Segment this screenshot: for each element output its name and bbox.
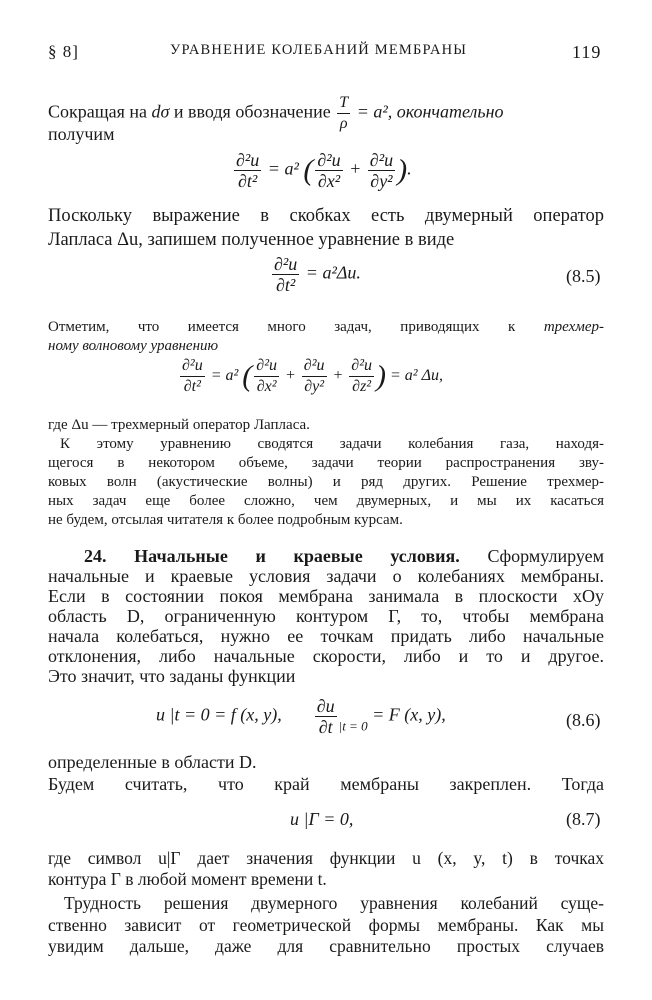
eq1-end: .: [407, 158, 412, 179]
page-number: 119: [572, 42, 602, 62]
eq2-lhs-den: ∂t²: [276, 275, 296, 295]
eq3-t2-num: ∂²u: [302, 356, 327, 377]
eq3-t2-den: ∂y²: [304, 378, 325, 395]
p4-line2: К этому уравнению сводятся задачи колебания газа, находя-: [60, 436, 604, 452]
eq1-lhs-den: ∂t²: [238, 171, 258, 191]
s24-line5: начала колебаться, нужно ее точкам придать либо начальные: [48, 626, 604, 646]
eq1-term1: [315, 150, 342, 191]
eq2-number: (8.5): [566, 266, 601, 286]
p1-line2: получим: [48, 124, 115, 144]
running-title: УРАВНЕНИЕ КОЛЕБАНИЙ МЕМБРАНЫ: [170, 42, 468, 58]
s24-line6: отклонения, либо начальные скорости, либо и то и другое.: [48, 646, 604, 666]
eq3-lhs-num: ∂²u: [180, 356, 205, 377]
eq2-lhs-num: ∂²u: [274, 254, 298, 274]
p3-line2: ному волновому уравнению: [48, 338, 219, 354]
section-marker: § 8]: [48, 42, 79, 61]
p1-dsigma: dσ: [151, 101, 170, 122]
p6-line1: где символ u|Г дает значения функции u (x, y, t) в точках: [48, 848, 604, 868]
eq2-rhs: = a²Δu.: [305, 262, 361, 283]
eq3-term3: [349, 356, 374, 397]
p4-line4: ковых волн (акустические волны) и ряд других. Решение трехмер-: [48, 474, 604, 490]
eq1-t2-num: ∂²u: [369, 150, 394, 170]
equation-1: [232, 150, 412, 191]
eq4-number: (8.6): [566, 710, 601, 730]
eq3-plus-1: +: [285, 367, 296, 385]
s24-line2: начальные и краевые условия задачи о колебаниях мембраны.: [48, 566, 604, 586]
p1-text-b: и вводя обозначение: [173, 101, 331, 122]
eq4-frac-num: ∂u: [316, 696, 335, 716]
eq3-t1-num: ∂²u: [254, 356, 279, 377]
p1-text-c: = a², окончательно: [356, 101, 504, 122]
eq4-sub: |t = 0: [338, 718, 368, 734]
eq3-term2: [302, 356, 327, 397]
s24-line4: область D, ограниченную контуром Г, то, чтобы мембрана: [48, 606, 604, 626]
eq3-term1: [254, 356, 279, 397]
equation-3: [178, 356, 443, 397]
p1-frac-num: T: [337, 93, 350, 114]
p3-line1: [48, 318, 604, 337]
eq1-open-paren: (: [303, 153, 314, 187]
eq3-t3-num: ∂²u: [349, 356, 374, 377]
s24-line3: Если в состоянии покоя мембрана занимала в плоскости xOy: [48, 586, 604, 606]
eq4-part2: = F (x, y),: [372, 704, 446, 725]
eq3-lhs-den: ∂t²: [183, 378, 201, 395]
p7-line2: ственно зависит от геометрической формы мембраны. Как мы: [48, 915, 604, 935]
s24-heading: 24. Начальные и краевые условия.: [84, 546, 460, 566]
p5-line2: Будем считать, что край мембраны закреплен. Тогда: [48, 774, 604, 794]
p4-line1: где Δu — трехмерный оператор Лапласа.: [48, 417, 310, 433]
p2-line1: Поскольку выражение в скобках есть двумерный оператор: [48, 206, 604, 226]
p3-text-a: Отметим, что имеется много задач, приводящих к: [48, 319, 516, 335]
p1-frac-den: ρ: [339, 115, 348, 132]
eq1-lhs-num: ∂²u: [236, 150, 260, 170]
eq3-plus-2: +: [332, 367, 344, 385]
p4-line5: ных задач еще более сложно, чем двумерных, и мы их касаться: [48, 493, 604, 509]
eq1-t1-num: ∂²u: [317, 150, 341, 170]
eq1-lhs: [234, 150, 261, 191]
s24-line1-rest: Сформулируем: [487, 546, 604, 566]
eq5-number: (8.7): [566, 809, 601, 829]
s24-line1: [84, 546, 604, 567]
eq4-frac-den: ∂t: [318, 717, 333, 737]
p4-line6: не будем, отсылая читателя к более подробным курсам.: [48, 512, 403, 528]
eq3-rhs: = a² Δu,: [390, 367, 443, 385]
p7-line3: увидим дальше, даже для сравнительно простых случаев: [48, 936, 604, 956]
p3-text-italic: трехмер-: [543, 319, 605, 335]
eq1-equals: = a²: [267, 158, 299, 179]
eq3-t1-den: ∂x²: [256, 378, 277, 395]
p5-line1: определенные в области D.: [48, 752, 257, 772]
eq1-t2-den: ∂y²: [370, 171, 393, 191]
eq1-term2: [368, 150, 395, 191]
p7-line1: Трудность решения двумерного уравнения колебаний суще-: [64, 893, 604, 913]
s24-line7: Это значит, что заданы функции: [48, 666, 296, 686]
eq3-equals: = a²: [210, 367, 239, 385]
eq3-open-paren: (: [242, 359, 253, 393]
eq3-lhs: [180, 356, 205, 397]
p2-line2: Лапласа Δu, запишем полученное уравнение в виде: [48, 230, 455, 250]
eq2-lhs: [272, 254, 299, 295]
eq4-part1: u |t = 0 = f (x, y),: [156, 704, 282, 725]
equation-5: u |Г = 0,: [290, 809, 354, 829]
eq1-t1-den: ∂x²: [317, 171, 341, 191]
p1-text-a: Сокращая на: [48, 101, 147, 122]
p6-line2: контура Г в любой момент времени t.: [48, 869, 327, 889]
eq1-close-paren: ): [397, 153, 408, 187]
p4-line3: щегося в некотором объеме, задачи теории распространения зву-: [48, 455, 604, 471]
eq3-t3-den: ∂z²: [352, 378, 372, 395]
equation-2: [270, 254, 361, 295]
eq3-close-paren: ): [376, 359, 386, 393]
eq1-plus: +: [349, 158, 362, 179]
equation-4: [156, 696, 446, 737]
eq4-fraction: [315, 696, 337, 737]
